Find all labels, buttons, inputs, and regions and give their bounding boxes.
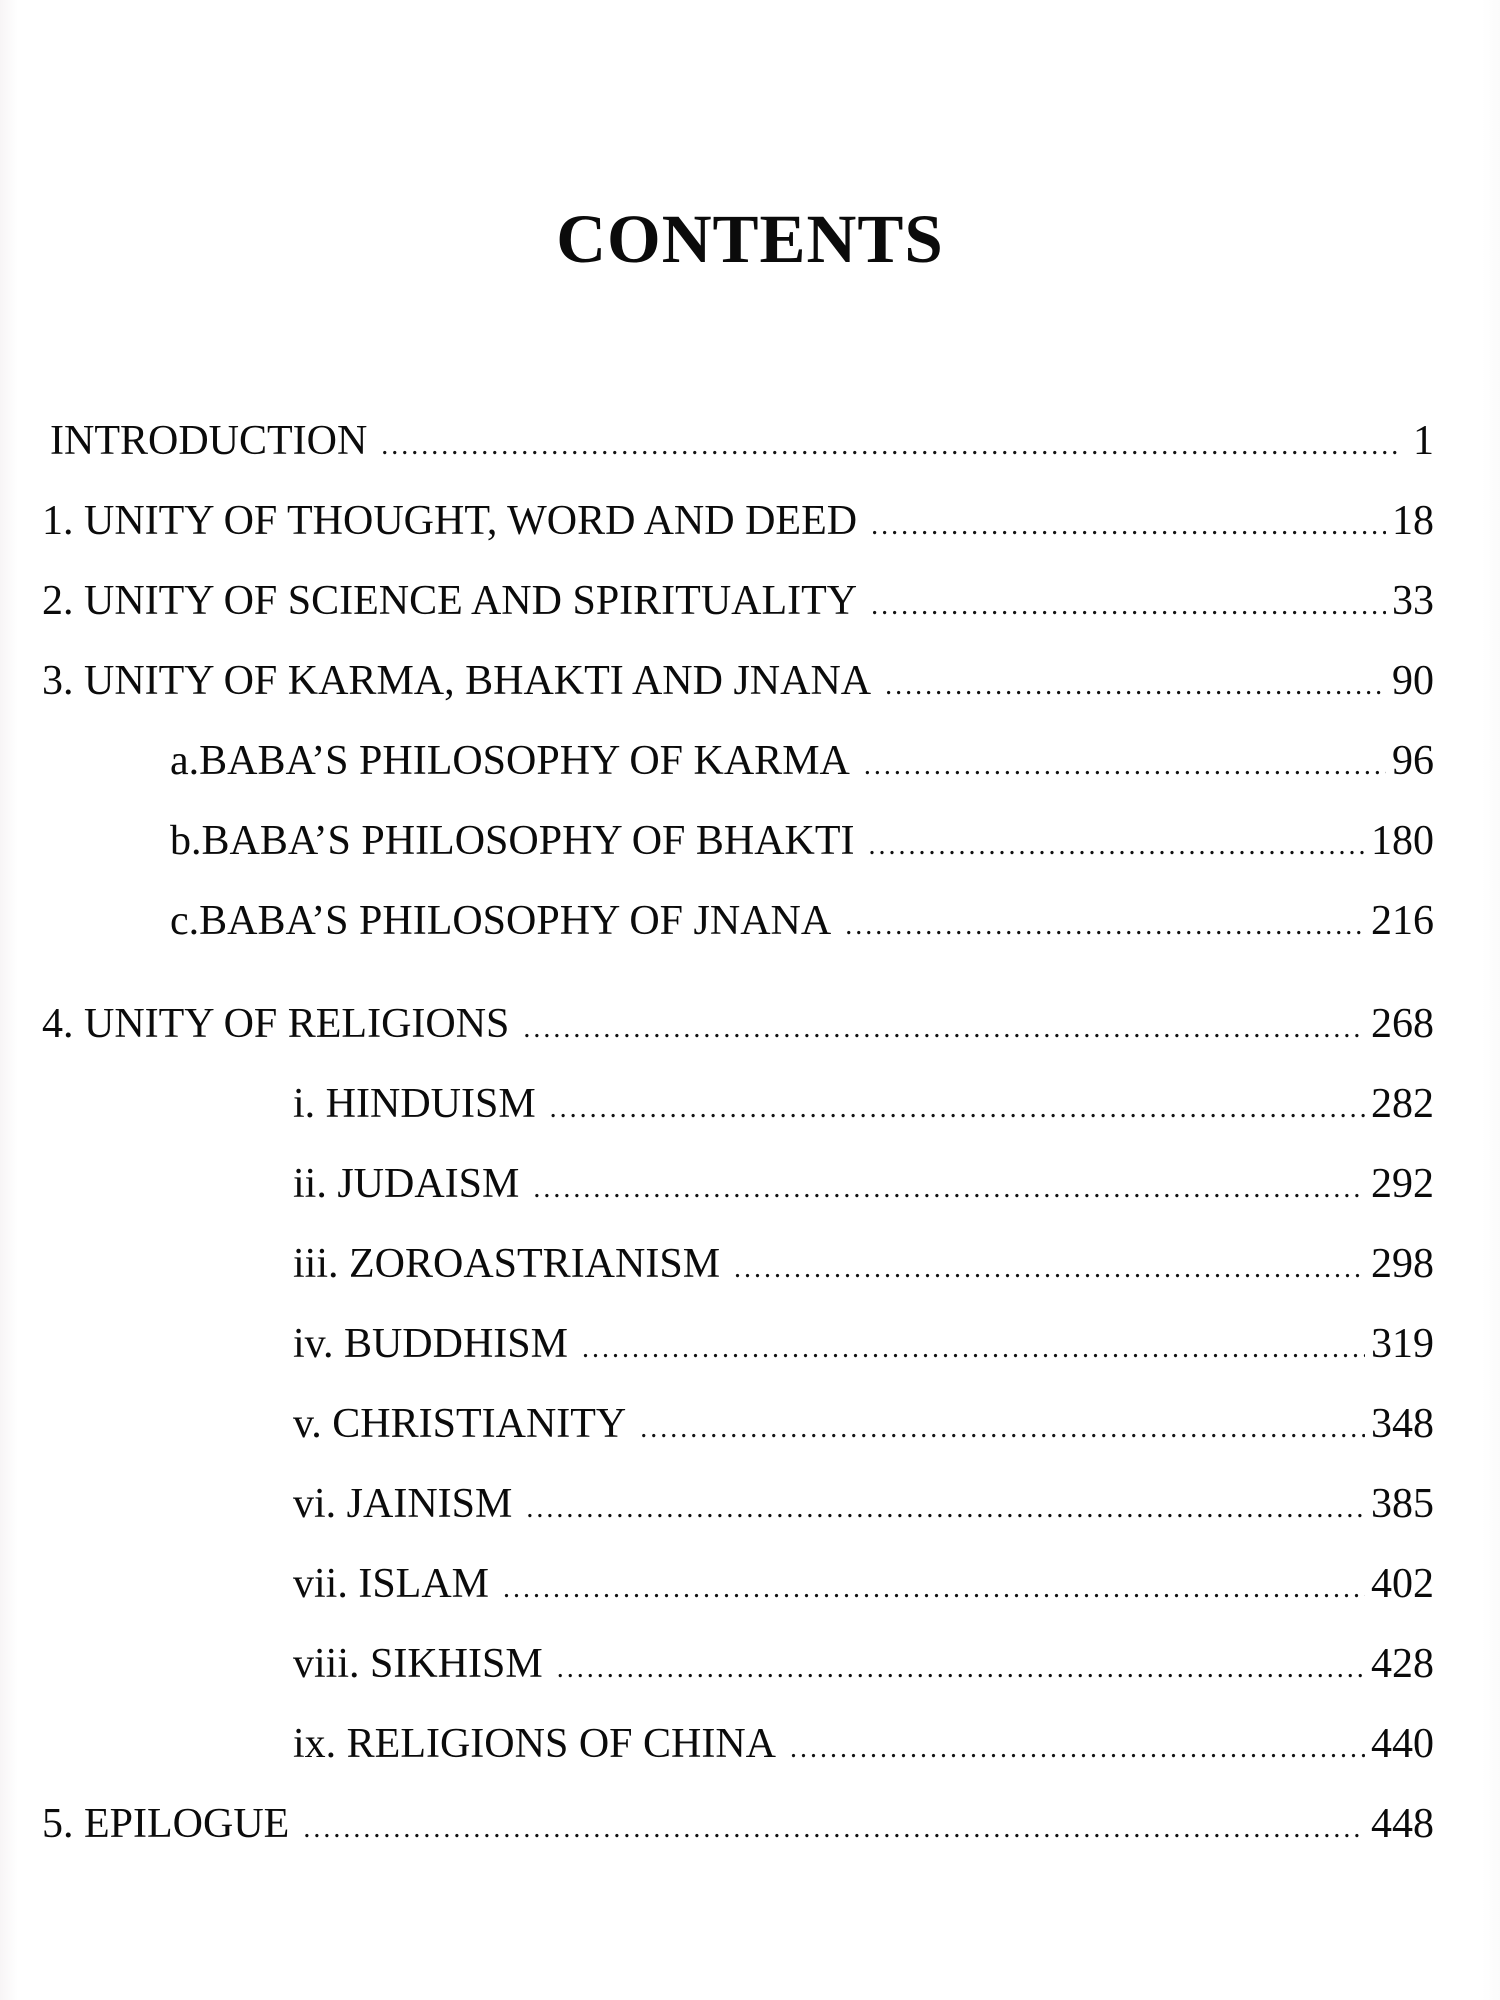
- toc-entry-section-3b: [170, 820, 1434, 862]
- toc-entry-section-4iii: [293, 1243, 1434, 1285]
- dot-leader: [871, 512, 1386, 540]
- toc-entry-label: INTRODUCTION: [50, 418, 368, 464]
- dot-leader: [557, 1655, 1365, 1683]
- toc-entry-page: 440: [1371, 1721, 1434, 1767]
- toc-entry-section-4viii: [293, 1643, 1434, 1685]
- toc-entry-label: ix. RELIGIONS OF CHINA: [293, 1721, 776, 1767]
- dot-leader: [381, 432, 1402, 460]
- toc-entry-introduction: [50, 420, 1434, 462]
- toc-entry-section-4i: [293, 1083, 1434, 1125]
- dot-leader: [303, 1815, 1365, 1843]
- toc-entry-page: 448: [1371, 1801, 1434, 1847]
- dot-leader: [640, 1415, 1365, 1443]
- toc-entry-section-4ix: [293, 1723, 1434, 1765]
- toc-entry-chapter-5: [42, 1803, 1434, 1845]
- dot-leader: [871, 592, 1386, 620]
- toc-entry-section-3a: [170, 740, 1434, 782]
- toc-entry-chapter-1: [42, 500, 1434, 542]
- dot-leader: [845, 912, 1365, 940]
- toc-entry-page: 385: [1371, 1481, 1434, 1527]
- toc-entry-section-3c: [170, 900, 1434, 942]
- toc-entry-label: 5. EPILOGUE: [42, 1801, 290, 1847]
- toc-entry-section-4ii: [293, 1163, 1434, 1205]
- toc-entry-label: iv. BUDDHISM: [293, 1321, 568, 1367]
- toc-entry-page: 428: [1371, 1641, 1434, 1687]
- toc-entry-label: vi. JAINISM: [293, 1481, 513, 1527]
- toc-entry-section-4v: [293, 1403, 1434, 1445]
- toc-entry-chapter-3: [42, 660, 1434, 702]
- dot-leader: [550, 1095, 1365, 1123]
- toc-entry-page: 282: [1371, 1081, 1434, 1127]
- toc-entry-label: 2. UNITY OF SCIENCE AND SPIRITUALITY: [42, 578, 858, 624]
- dot-leader: [503, 1575, 1365, 1603]
- toc-entry-page: 268: [1371, 1001, 1434, 1047]
- dot-leader: [533, 1175, 1365, 1203]
- toc-entry-page: 18: [1392, 498, 1434, 544]
- toc-entry-page: 292: [1371, 1161, 1434, 1207]
- toc-entry-label: vii. ISLAM: [293, 1561, 490, 1607]
- dot-leader: [582, 1335, 1365, 1363]
- toc-entry-label: 1. UNITY OF THOUGHT, WORD AND DEED: [42, 498, 858, 544]
- toc-entry-page: 33: [1392, 578, 1434, 624]
- dot-leader: [734, 1255, 1365, 1283]
- toc-entry-page: 180: [1371, 818, 1434, 864]
- toc-entry-page: 216: [1371, 898, 1434, 944]
- page-title: CONTENTS: [556, 201, 944, 277]
- toc-entry-chapter-2: [42, 580, 1434, 622]
- dot-leader: [790, 1735, 1365, 1763]
- toc-entry-label: i. HINDUISM: [293, 1081, 536, 1127]
- toc-entry-label: 3. UNITY OF KARMA, BHAKTI AND JNANA: [42, 658, 872, 704]
- toc-entry-label: b.BABA’S PHILOSOPHY OF BHAKTI: [170, 818, 855, 864]
- dot-leader: [523, 1015, 1365, 1043]
- toc-entry-label: iii. ZOROASTRIANISM: [293, 1241, 721, 1287]
- toc-entry-label: 4. UNITY OF RELIGIONS: [42, 1001, 510, 1047]
- toc-entry-page: 298: [1371, 1241, 1434, 1287]
- toc-entry-page: 402: [1371, 1561, 1434, 1607]
- toc-entry-section-4iv: [293, 1323, 1434, 1365]
- toc-entry-page: 96: [1392, 738, 1434, 784]
- toc-entry-page: 1: [1413, 418, 1434, 464]
- toc-entry-page: 348: [1371, 1401, 1434, 1447]
- toc-entry-label: c.BABA’S PHILOSOPHY OF JNANA: [170, 898, 832, 944]
- toc-entry-chapter-4: [42, 1003, 1434, 1045]
- toc-entry-section-4vii: [293, 1563, 1434, 1605]
- toc-entry-page: 90: [1392, 658, 1434, 704]
- toc-entry-label: v. CHRISTIANITY: [293, 1401, 627, 1447]
- dot-leader: [869, 832, 1365, 860]
- toc-entry-page: 319: [1371, 1321, 1434, 1367]
- toc-entry-label: a.BABA’S PHILOSOPHY OF KARMA: [170, 738, 850, 784]
- toc-entry-section-4vi: [293, 1483, 1434, 1525]
- toc-entry-label: viii. SIKHISM: [293, 1641, 543, 1687]
- dot-leader: [526, 1495, 1365, 1523]
- dot-leader: [864, 752, 1386, 780]
- dot-leader: [885, 672, 1386, 700]
- toc-entry-label: ii. JUDAISM: [293, 1161, 520, 1207]
